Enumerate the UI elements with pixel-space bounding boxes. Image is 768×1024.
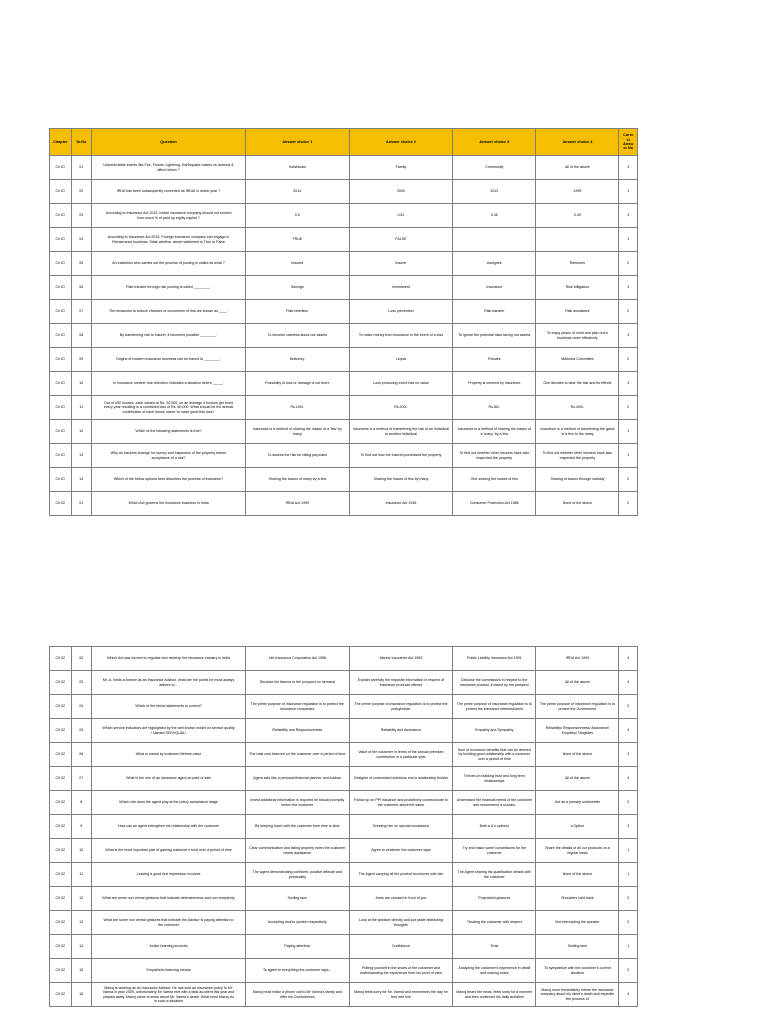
table-row: [50, 911, 638, 935]
header-answer-4: Answer choice 4: [536, 129, 619, 156]
chapter-cell: Ch 01: [50, 204, 72, 228]
question-cell: What is the most important part of gaining customer's trust over a period of time: [92, 839, 246, 863]
correct-answer-cell: 2: [619, 468, 638, 492]
answer-2-cell: Family: [349, 156, 453, 180]
chapter-cell: Ch 01: [50, 396, 72, 420]
answer-2-cell: Insurer: [349, 252, 453, 276]
correct-answer-cell: 4: [619, 372, 638, 396]
answer-3-cell: Consumer Protection Act 1986: [453, 492, 536, 516]
answer-4-cell: Shoulders held back: [536, 887, 619, 911]
answer-1-cell: Smiling face: [245, 887, 349, 911]
answer-1-cell: Individuals: [245, 156, 349, 180]
answer-3-cell: Both a & b options: [453, 815, 536, 839]
question-cell: Which role does the agent play at the policy acceptance stage: [92, 791, 246, 815]
answer-3-cell: 0.45: [453, 204, 536, 228]
answer-2-cell: Marine Insurance Act 1963: [349, 647, 453, 671]
answer-2-cell: The prime purpose of insurance regulation is to protect the policyholder: [349, 695, 453, 719]
answer-1-cell: Life Insurance Corporation Act 1956: [245, 647, 349, 671]
answer-4-cell: The prime purpose of insurance regulation is to protect the Government: [536, 695, 619, 719]
table-row: [50, 252, 638, 276]
correct-answer-cell: 1: [619, 839, 638, 863]
answer-4-cell: All of the above: [536, 156, 619, 180]
answer-1-cell: To agree to everything the customer says...: [245, 959, 349, 983]
srno-cell: 9: [71, 815, 92, 839]
correct-answer-cell: 2: [619, 492, 638, 516]
question-cell: According to Insurance Act 2015, Foreign insurance company can engage in Reinsurance business. State whether above statement is True or False: [92, 228, 246, 252]
correct-answer-cell: 2: [619, 791, 638, 815]
question-cell: Risk transfer through risk pooling is called ________.: [92, 276, 246, 300]
table-row: [50, 791, 638, 815]
chapter-cell: Ch 01: [50, 276, 72, 300]
srno-cell: 15: [71, 959, 92, 983]
srno-cell: 14: [71, 935, 92, 959]
answer-4-cell: Reinsurer: [536, 252, 619, 276]
answer-1-cell: The total cost incurred on the customer over a period of time: [245, 743, 349, 767]
table-row: [50, 863, 638, 887]
srno-cell: 07: [71, 767, 92, 791]
answer-3-cell: Empathy and Sympathy: [453, 719, 536, 743]
answer-2-cell: 2000: [349, 180, 453, 204]
question-cell: What is the role of an insurance agent at point of sale: [92, 767, 246, 791]
question-cell: Which of the following statements is true?: [92, 420, 246, 444]
answer-4-cell: Manoj must immediately inform the insurance company about his client's death and expedite the process of: [536, 983, 619, 1007]
question-cell: The measures to reduce chances of occurrence of risk are known as ____.: [92, 300, 246, 324]
answer-2-cell: Greeting him on special occassions: [349, 815, 453, 839]
answer-1-cell: Sharing the losses of many by a few: [245, 468, 349, 492]
answer-4-cell: Insurance is a method of transferring the gains of a few to the many: [536, 420, 619, 444]
question-cell: According to Insurance Act 2015, Indian insurance company should not exceed how much % of paid up equity capital ?: [92, 204, 246, 228]
question-cell: Which Act was formed to regulate and develop the insurance industry in India: [92, 647, 246, 671]
question-cell: An institution who carries out the process of pooling is called as what ?: [92, 252, 246, 276]
answer-3-cell: The prime purpose of insurance regulation is to protect the insurance intermediaries: [453, 695, 536, 719]
questions-table-1: [49, 128, 638, 516]
chapter-cell: Ch 02: [50, 911, 72, 935]
chapter-cell: Ch 01: [50, 180, 72, 204]
answer-1-cell: Clear communication and listing properly when the customer needs assistance: [245, 839, 349, 863]
question-cell: What are some non verbal gestures that indicate defensiveness and non receptivity: [92, 887, 246, 911]
question-cell: Which Act governs the insurance business in India: [92, 492, 246, 516]
answer-2-cell: Manoj feels sorry for Mr. Varma and remembers the day he first met him: [349, 983, 453, 1007]
chapter-cell: Ch 02: [50, 767, 72, 791]
srno-cell: 13: [71, 444, 92, 468]
correct-answer-cell: 4: [619, 647, 638, 671]
answer-1-cell: Insured: [245, 252, 349, 276]
correct-answer-cell: 2: [619, 300, 638, 324]
table-row: [50, 767, 638, 791]
srno-cell: 8: [71, 791, 92, 815]
table-row: [50, 276, 638, 300]
answer-3-cell: Disclose the commission in respect to the insurance product, if asked by the prospect: [453, 671, 536, 695]
question-cell: Why do insurers arrange for survey and inspection of the property before acceptance of a risk?: [92, 444, 246, 468]
answer-2-cell: Insurance is a method of transferring the risk of an individual to another individual: [349, 420, 453, 444]
answer-2-cell: Rs.200/-: [349, 396, 453, 420]
answer-3-cell: The Agent sharing his qualification details with the customer: [453, 863, 536, 887]
answer-2-cell: The Agent carrying all the product brochures with him: [349, 863, 453, 887]
question-cell: Mr. A. holds a licence as an Insurance Advisor, what are the points he must always adhere to...: [92, 671, 246, 695]
correct-answer-cell: 4: [619, 204, 638, 228]
answer-2-cell: 0.51: [349, 204, 453, 228]
answer-1-cell: Bottomry: [245, 348, 349, 372]
table-row: [50, 180, 638, 204]
header-answer-1: Answer choice 1: [245, 129, 349, 156]
header-row: [50, 129, 638, 156]
question-cell: IRDA has been subsequently converted as IRDAI in which year ?: [92, 180, 246, 204]
answer-3-cell: One sharing the losses of few: [453, 468, 536, 492]
table-row: [50, 959, 638, 983]
answer-4-cell: To find out whether other insurers have also inspected the property: [536, 444, 619, 468]
answer-2-cell: Putting yourself in the shoes of the customer and understanding the experience from his point of view: [349, 959, 453, 983]
table-row: [50, 228, 638, 252]
chapter-cell: Ch 02: [50, 647, 72, 671]
correct-answer-cell: 3: [619, 815, 638, 839]
question-cell: Leaving a good first impression involves: [92, 863, 246, 887]
answer-2-cell: Agree to whatever the customer says: [349, 839, 453, 863]
answer-1-cell: Invest additional information is required he should promptly inform the customer: [245, 791, 349, 815]
chapter-cell: Ch 01: [50, 228, 72, 252]
answer-1-cell: Reliability and Responsiveness: [245, 719, 349, 743]
correct-answer-cell: 2: [619, 887, 638, 911]
srno-cell: 12: [71, 887, 92, 911]
srno-cell: 11: [71, 863, 92, 887]
srno-cell: 11: [71, 396, 92, 420]
answer-2-cell: Value of the customer in terms of the annual premium contribution in a particular year: [349, 743, 453, 767]
chapter-cell: Ch 02: [50, 791, 72, 815]
srno-cell: 14: [71, 468, 92, 492]
answer-3-cell: Treating the customer with respect: [453, 911, 536, 935]
correct-answer-cell: 4: [619, 671, 638, 695]
chapter-cell: Ch 01: [50, 252, 72, 276]
srno-cell: 10: [71, 839, 92, 863]
srno-cell: 09: [71, 348, 92, 372]
answer-1-cell: The prime purpose of insurance regulation is to protect the insurance companies: [245, 695, 349, 719]
correct-answer-cell: 2: [619, 959, 638, 983]
correct-answer-cell: 1: [619, 935, 638, 959]
table-row: [50, 348, 638, 372]
answer-2-cell: To make money from insurance in the event of a loss: [349, 324, 453, 348]
answer-2-cell: Arms are crossed in front of you: [349, 887, 453, 911]
answer-1-cell: The agent demonstrating confident, positive attitude and punctuality: [245, 863, 349, 887]
answer-1-cell: To assess the risk for rating purposes: [245, 444, 349, 468]
srno-cell: 04: [71, 695, 92, 719]
answer-4-cell: Sharing of losses through subsidy: [536, 468, 619, 492]
header-correct-answer: Correct Answer No: [619, 129, 638, 156]
answer-4-cell: 1999: [536, 180, 619, 204]
srno-cell: 16: [71, 983, 92, 1007]
answer-2-cell: Lloyds: [349, 348, 453, 372]
answer-3-cell: Insurance: [453, 276, 536, 300]
srno-cell: 04: [71, 228, 92, 252]
chapter-cell: Ch 02: [50, 719, 72, 743]
answer-2-cell: Insurance Act 1938: [349, 492, 453, 516]
answer-2-cell: Designer of customized solutions and a relationship builder: [349, 767, 453, 791]
answer-4-cell: One decides to bear the risk and its effects: [536, 372, 619, 396]
table-row: [50, 204, 638, 228]
header-chapter: Chapter: [50, 129, 72, 156]
answer-4-cell: Act as a primary underwriter: [536, 791, 619, 815]
answer-4-cell: None of the above: [536, 492, 619, 516]
srno-cell: 05: [71, 252, 92, 276]
chapter-cell: Ch 01: [50, 468, 72, 492]
chapter-cell: Ch 02: [50, 983, 72, 1007]
answer-3-cell: Trust: [453, 935, 536, 959]
correct-answer-cell: 2: [619, 348, 638, 372]
srno-cell: 08: [71, 324, 92, 348]
answer-2-cell: Confidence: [349, 935, 453, 959]
answer-2-cell: To find out how the insured purchased the property: [349, 444, 453, 468]
answer-1-cell: IRDA Act 1999: [245, 492, 349, 516]
answer-1-cell: TRUE: [245, 228, 349, 252]
answer-2-cell: Explain carefully the requisite information in respect of insurance products offered: [349, 671, 453, 695]
srno-cell: 05: [71, 719, 92, 743]
srno-cell: 03: [71, 204, 92, 228]
answer-1-cell: 0.5: [245, 204, 349, 228]
chapter-cell: Ch 02: [50, 671, 72, 695]
answer-4-cell: Share the details of all our products on a regular basis: [536, 839, 619, 863]
answer-1-cell: Paying attention: [245, 935, 349, 959]
answer-1-cell: Possibility of loss or damage is not there: [245, 372, 349, 396]
table-row: [50, 935, 638, 959]
answer-4-cell: Smiling face: [536, 935, 619, 959]
question-cell: What are some non verbal gestures that indicate the Advisor is paying attention to the customer: [92, 911, 246, 935]
question-cell: Unpredictable events like Fire, Floods, Lightning, Earthquake makes us anxious & affect whom ?: [92, 156, 246, 180]
chapter-cell: Ch 01: [50, 420, 72, 444]
question-cell: Which service indicators are highlighted by the well known model on service quality ! Named SERVQUAL!: [92, 719, 246, 743]
correct-answer-cell: 4: [619, 324, 638, 348]
srno-cell: 02: [71, 647, 92, 671]
correct-answer-cell: 1: [619, 444, 638, 468]
answer-4-cell: To sympathize with the customer's current situation: [536, 959, 619, 983]
answer-4-cell: 0.49: [536, 204, 619, 228]
question-cell: Which of the below statements is correct?: [92, 695, 246, 719]
answer-3-cell: To ignore the potential risks facing our assets: [453, 324, 536, 348]
chapter-cell: Ch 01: [50, 348, 72, 372]
answer-2-cell: Reliability and Assurance: [349, 719, 453, 743]
answer-1-cell: By keeping touch with the customer from time to time: [245, 815, 349, 839]
answer-1-cell: 2014: [245, 180, 349, 204]
answer-3-cell: To find out whether other insurers have also inspected the property: [453, 444, 536, 468]
answer-4-cell: None of the above: [536, 743, 619, 767]
answer-4-cell: Malhotra Committee: [536, 348, 619, 372]
header-srno: Sr.No: [71, 129, 92, 156]
table-row: [50, 887, 638, 911]
header-answer-2: Answer choice 2: [349, 129, 453, 156]
question-cell: In insurance context 'risk retention' indicates a situation where _____.: [92, 372, 246, 396]
answer-4-cell: [536, 228, 619, 252]
answer-1-cell: Agent acts like a personal financial planner and Advisor: [245, 767, 349, 791]
answer-4-cell: Risk avoidance: [536, 300, 619, 324]
answer-3-cell: Manoj hears the news, feels sorry for a moment and then continues his daily activities: [453, 983, 536, 1007]
table-row: [50, 324, 638, 348]
header-answer-3: Answer choice 3: [453, 129, 536, 156]
question-cell: Which of the below options best describes the process of insurance?: [92, 468, 246, 492]
srno-cell: 10: [71, 372, 92, 396]
answer-2-cell: Follow up on PPI issuance and proactively communicate to the customer about the same: [349, 791, 453, 815]
chapter-cell: Ch 01: [50, 324, 72, 348]
question-cell: Out of 400 houses, each valued at Rs. 20,000, on an average 4 houses get burnt every year resulting in a combined loss of Rs. 80,000. What should be the annual contribution of each house owner to make good this loss?: [92, 396, 246, 420]
answer-3-cell: Property is covered by insurance: [453, 372, 536, 396]
answer-2-cell: Loss producing event has no value: [349, 372, 453, 396]
table-row: [50, 647, 638, 671]
table-row: [50, 372, 638, 396]
question-cell: Active listening involves: [92, 935, 246, 959]
srno-cell: 07: [71, 300, 92, 324]
answer-3-cell: Analyzing the customer's experience in detail and making notes: [453, 959, 536, 983]
srno-cell: 03: [71, 671, 92, 695]
answer-3-cell: Try and make some concessions for the customer: [453, 839, 536, 863]
chapter-cell: Ch 02: [50, 492, 72, 516]
answer-1-cell: Insurance is a method of sharing the losses of a 'few' by 'many': [245, 420, 349, 444]
answer-4-cell: a Option: [536, 815, 619, 839]
table-row: [50, 444, 638, 468]
answer-3-cell: [453, 228, 536, 252]
table-row: [50, 671, 638, 695]
answer-3-cell: Rs.80/-: [453, 396, 536, 420]
correct-answer-cell: 2: [619, 396, 638, 420]
srno-cell: 06: [71, 743, 92, 767]
correct-answer-cell: 2: [619, 911, 638, 935]
question-cell: Empathetic listening means: [92, 959, 246, 983]
answer-4-cell: Risk Mitigation: [536, 276, 619, 300]
answer-2-cell: Investment: [349, 276, 453, 300]
answer-1-cell: Savings: [245, 276, 349, 300]
answer-1-cell: Accepting and/or opinion respectfully: [245, 911, 349, 935]
answer-4-cell: Reliability/ Responsiveness/ Assurance/ Empathy/ Tangibles: [536, 719, 619, 743]
srno-cell: 01: [71, 492, 92, 516]
answer-4-cell: To enjoy peace of mind and plan one's business more effectively: [536, 324, 619, 348]
answer-2-cell: Look at the speaker directly and put aside distracting thoughts: [349, 911, 453, 935]
answer-1-cell: Manoj must make a phone call to Mr Varma's family and offer his Condolences: [245, 983, 349, 1007]
chapter-cell: Ch 01: [50, 444, 72, 468]
chapter-cell: Ch 02: [50, 887, 72, 911]
chapter-cell: Ch 01: [50, 156, 72, 180]
answer-2-cell: Loss prevention: [349, 300, 453, 324]
answer-3-cell: Thrives on building trust and long term relationships: [453, 767, 536, 791]
srno-cell: 06: [71, 276, 92, 300]
answer-3-cell: Understand the financial needs of the customer and recommend a solution: [453, 791, 536, 815]
answer-1-cell: To become careless about our assets: [245, 324, 349, 348]
srno-cell: 12: [71, 420, 92, 444]
correct-answer-cell: 1: [619, 228, 638, 252]
question-cell: How can an agent strengthen his relationship with the customer: [92, 815, 246, 839]
chapter-cell: Ch 02: [50, 695, 72, 719]
correct-answer-cell: 4: [619, 767, 638, 791]
chapter-cell: Ch 02: [50, 863, 72, 887]
table-row: [50, 743, 638, 767]
chapter-cell: Ch 02: [50, 959, 72, 983]
answer-4-cell: None of the above: [536, 863, 619, 887]
answer-3-cell: Public Liability Insurance Act 1991: [453, 647, 536, 671]
answer-4-cell: IRDA Act 1999: [536, 647, 619, 671]
question-cell: Origins of modern insurance business can be traced to ________.: [92, 348, 246, 372]
correct-answer-cell: 4: [619, 156, 638, 180]
chapter-cell: Ch 02: [50, 839, 72, 863]
answer-4-cell: Rs.400/-: [536, 396, 619, 420]
answer-1-cell: Disclose his licence to the prospect on demand: [245, 671, 349, 695]
table-row: [50, 983, 638, 1007]
correct-answer-cell: 4: [619, 983, 638, 1007]
question-cell: What is meant by customer lifetime value: [92, 743, 246, 767]
correct-answer-cell: 4: [619, 719, 638, 743]
question-cell: Manoj is working as an Insurance Advisor. He has sold an insurance policy to Mr. Varma in year 2009. unfortunately Mr Varma met with a fatal accident this year and passed away. Manoj came to know about Mr. Varma's death. What must Manoj do in such a situation: [92, 983, 246, 1007]
answer-2-cell: FALSE: [349, 228, 453, 252]
correct-answer-cell: 3: [619, 743, 638, 767]
answer-3-cell: Community: [453, 156, 536, 180]
answer-3-cell: Sum of economic benefits that can be derived by building good relationship with a customer over a period of time: [453, 743, 536, 767]
correct-answer-cell: 1: [619, 863, 638, 887]
table-row: [50, 468, 638, 492]
table-row: [50, 300, 638, 324]
answer-3-cell: 2012: [453, 180, 536, 204]
answer-3-cell: Assignee: [453, 252, 536, 276]
answer-3-cell: Rhodes: [453, 348, 536, 372]
srno-cell: 13: [71, 911, 92, 935]
chapter-cell: Ch 01: [50, 372, 72, 396]
answer-2-cell: Sharing the losses of few by many: [349, 468, 453, 492]
correct-answer-cell: 3: [619, 276, 638, 300]
table-row: [50, 815, 638, 839]
table-row: [50, 719, 638, 743]
srno-cell: 01: [71, 156, 92, 180]
header-question: Question: [92, 129, 246, 156]
answer-3-cell: Insurance is a method of sharing the losses of a 'many' by a few: [453, 420, 536, 444]
chapter-cell: Ch 02: [50, 743, 72, 767]
correct-answer-cell: 1: [619, 180, 638, 204]
table-row: [50, 420, 638, 444]
chapter-cell: Ch 01: [50, 300, 72, 324]
answer-4-cell: Not interrupting the speaker: [536, 911, 619, 935]
questions-table-2: [49, 646, 638, 1007]
table-row: [50, 695, 638, 719]
correct-answer-cell: 2: [619, 252, 638, 276]
table-row: [50, 396, 638, 420]
correct-answer-cell: 2: [619, 695, 638, 719]
chapter-cell: Ch 02: [50, 815, 72, 839]
answer-4-cell: All of the above: [536, 767, 619, 791]
chapter-cell: Ch 02: [50, 935, 72, 959]
table-row: [50, 839, 638, 863]
correct-answer-cell: 1: [619, 420, 638, 444]
answer-3-cell: Risk transfer: [453, 300, 536, 324]
answer-1-cell: Rs.100/-: [245, 396, 349, 420]
answer-3-cell: Purposeful gestures: [453, 887, 536, 911]
answer-1-cell: Risk retention: [245, 300, 349, 324]
srno-cell: 02: [71, 180, 92, 204]
answer-4-cell: All of the above: [536, 671, 619, 695]
table-row: [50, 492, 638, 516]
question-cell: By transferring risk to insurer, it becomes possible ________.: [92, 324, 246, 348]
table-row: [50, 156, 638, 180]
